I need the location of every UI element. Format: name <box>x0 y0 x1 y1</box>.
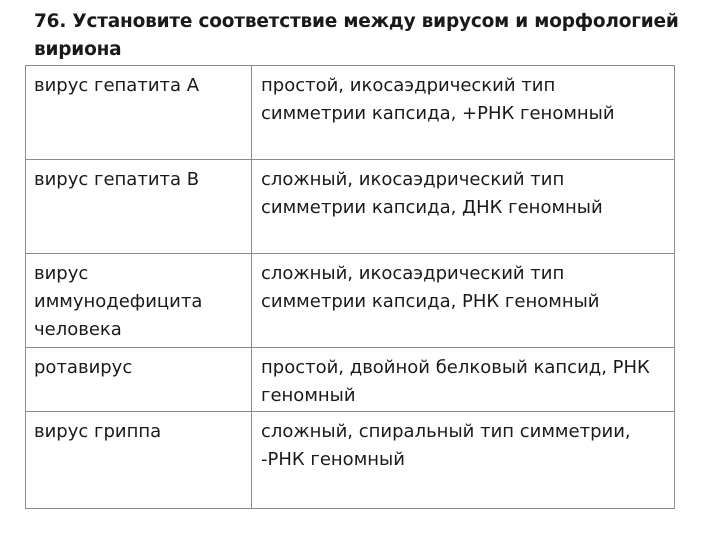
matching-table <box>25 65 675 509</box>
table-row <box>26 348 675 412</box>
virus-cell: вирус гепатита В <box>26 160 252 254</box>
morphology-cell: сложный, икосаэдрический тип симметрии капсида, РНК геномный <box>252 254 675 348</box>
table-row <box>26 254 675 348</box>
morphology-cell: сложный, икосаэдрический тип симметрии капсида, ДНК геномный <box>252 160 675 254</box>
virus-cell: вирус иммунодефицита человека <box>26 254 252 348</box>
virus-cell: вирус гриппа <box>26 412 252 509</box>
morphology-cell: сложный, спиральный тип симметрии, -РНК геномный <box>252 412 675 509</box>
table-row <box>26 412 675 509</box>
question-title: 76. Установите соответствие между вирусом и морфологией вириона <box>34 11 679 60</box>
table-row <box>26 66 675 160</box>
table-row <box>26 160 675 254</box>
virus-cell: ротавирус <box>26 348 252 412</box>
virus-cell: вирус гепатита А <box>26 66 252 160</box>
morphology-cell: простой, икосаэдрический тип симметрии капсида, +РНК геномный <box>252 66 675 160</box>
morphology-cell: простой, двойной белковый капсид, РНК геномный <box>252 348 675 412</box>
